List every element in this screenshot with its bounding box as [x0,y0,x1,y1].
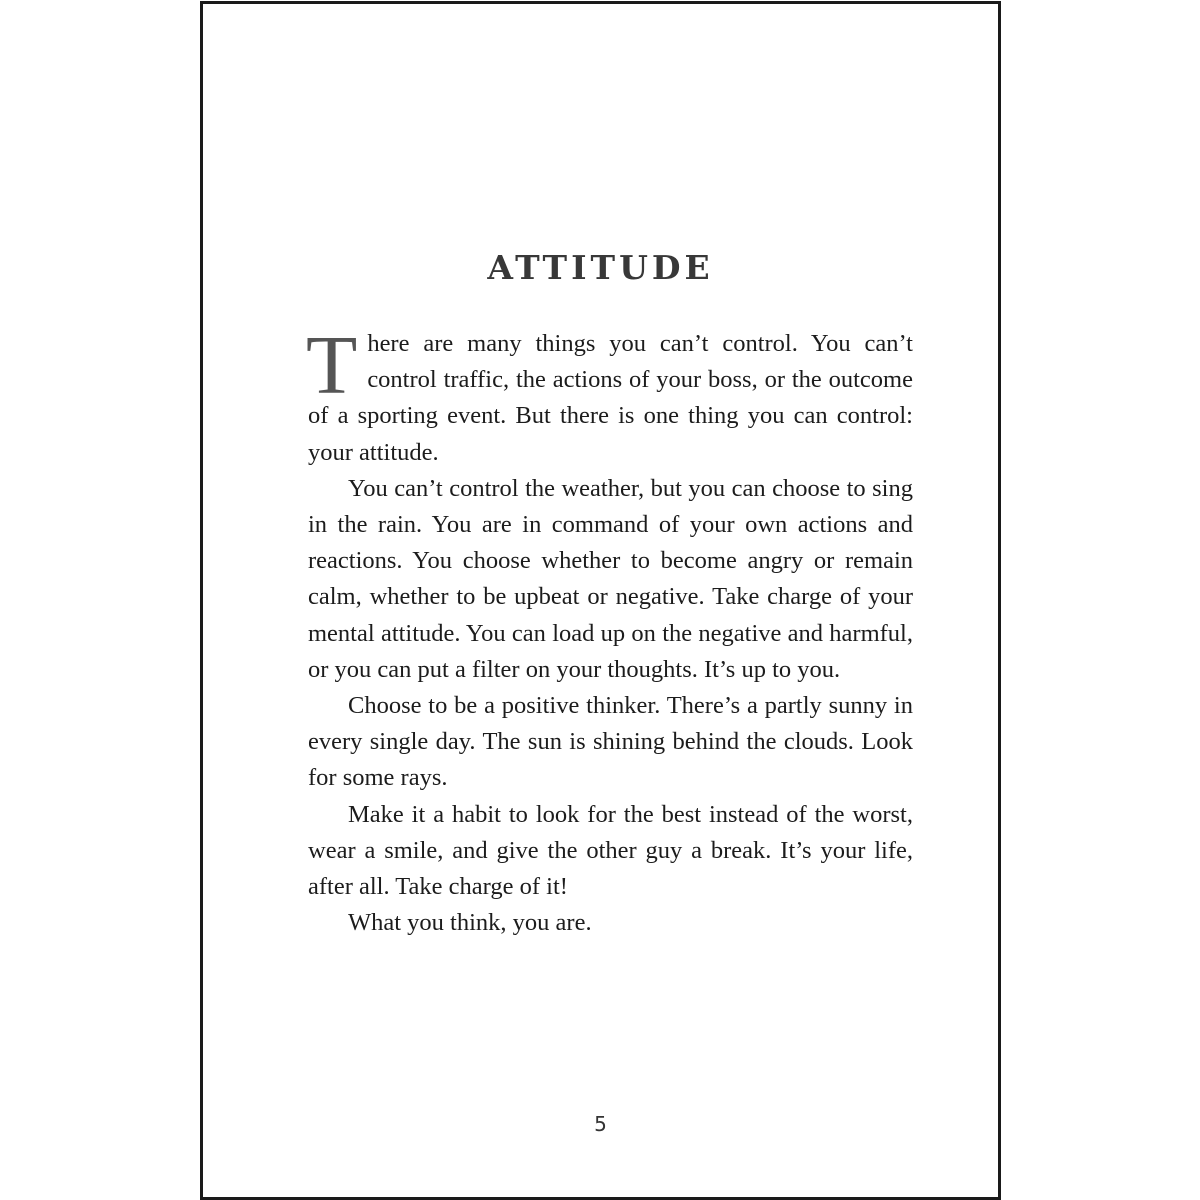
chapter-title: ATTITUDE [487,248,714,287]
chapter-body [306,319,913,941]
paragraph-1 [306,319,913,471]
drop-cap: T [306,319,358,412]
page-number: 5 [594,1112,607,1136]
paragraph-2: You can’t control the weather, but you can choose to sing in the rain. You are in command of your own actions and reactions. You choose whether to become angry or remain calm, whether to be upbeat or negative. Take charge of your mental attitude. You can load up on the negative and harmful, or you can put a filter on your thoughts. It’s up to you. [308,474,913,683]
paragraph-5: What you think, you are. [348,909,592,937]
paragraph-4: Make it a habit to look for the best instead of the worst, wear a smile, and give the other guy a break. It’s your life, after all. Take charge of it! [308,800,913,901]
paragraph-1-text: here are many things you can’t control. You can’t control traffic, the actions of your boss, or the outcome of a sporting event. But there is one thing you can control: your attitude. [308,330,913,466]
book-page [200,1,1001,1200]
paragraph-3: Choose to be a positive thinker. There’s a partly sunny in every single day. The sun is shining behind the clouds. Look for some rays. [308,692,913,792]
